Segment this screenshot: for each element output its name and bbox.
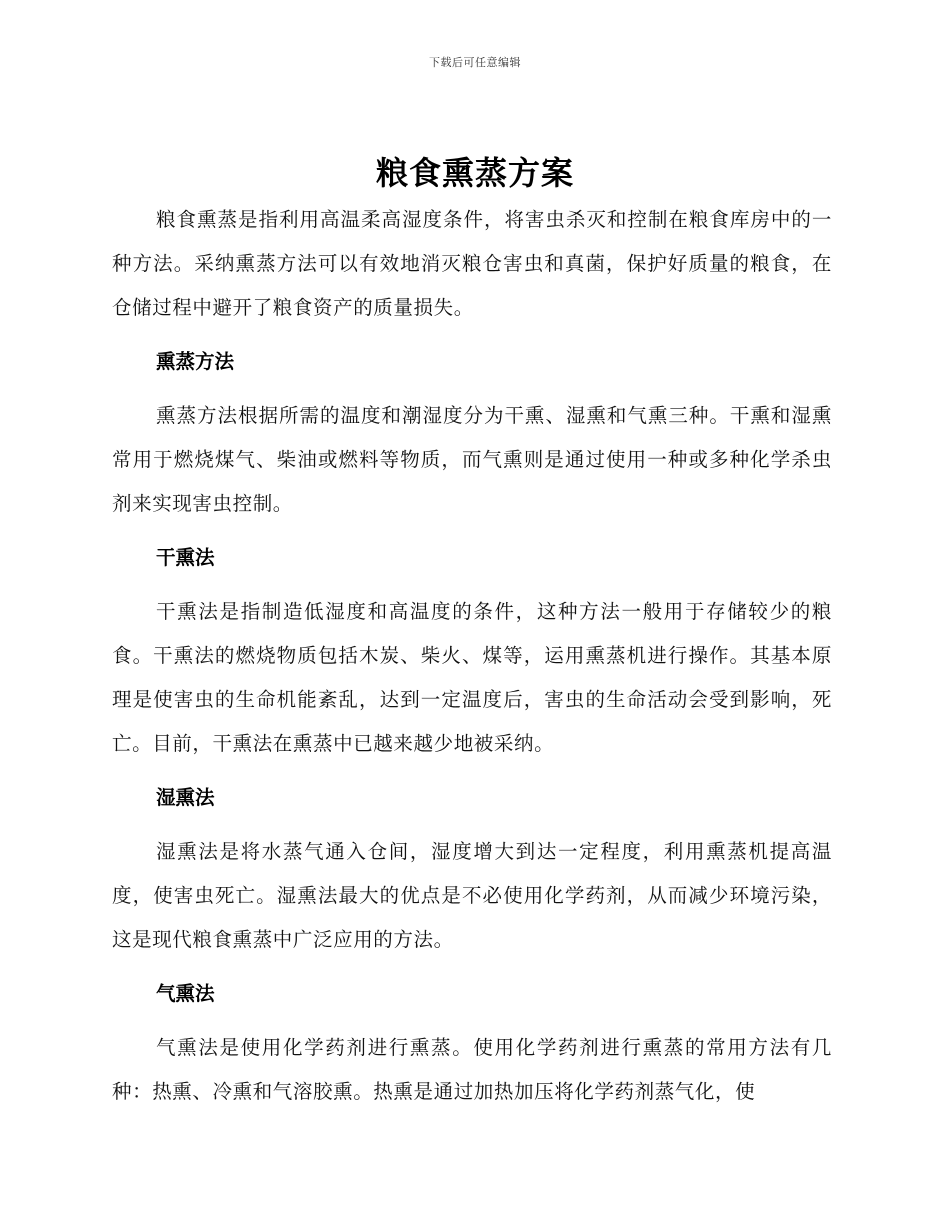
section-paragraph-dry-fumigation: 干熏法是指制造低湿度和高温度的条件，这种方法一般用于存储较少的粮食。干熏法的燃烧物质包括木炭、柴火、煤等，运用熏蒸机进行操作。其基本原理是使害虫的生命机能紊乱，达到一定温度后，害虫的生命活动会受到影响，死亡。目前，干熏法在熏蒸中已越来越少地被采纳。 (112, 600, 832, 755)
section-paragraph-wet-fumigation: 湿熏法是将水蒸气通入仓间，湿度增大到达一定程度，利用熏蒸机提高温度，使害虫死亡。湿熏法最大的优点是不必使用化学药剂，从而减少环境污染，这是现代粮食熏蒸中广泛应用的方法。 (112, 840, 832, 951)
section-heading-wet-fumigation: 湿熏法 (156, 786, 215, 809)
section-heading-dry-fumigation: 干熏法 (156, 546, 215, 569)
section-heading-fumigation-methods: 熏蒸方法 (156, 350, 235, 373)
intro-paragraph: 粮食熏蒸是指利用高温柔高湿度条件，将害虫杀灭和控制在粮食库房中的一种方法。采纳熏蒸方法可以有效地消灭粮仓害虫和真菌，保护好质量的粮食，在仓储过程中避开了粮食资产的质量损失。 (112, 208, 832, 319)
section-paragraph-fumigation-methods: 熏蒸方法根据所需的温度和潮湿度分为干熏、湿熏和气熏三种。干熏和湿熏常用于燃烧煤气、柴油或燃料等物质，而气熏则是通过使用一种或多种化学杀虫剂来实现害虫控制。 (112, 404, 832, 515)
header-note: 下载后可任意编辑 (429, 56, 521, 69)
section-heading-gas-fumigation: 气熏法 (156, 982, 215, 1005)
document-title: 粮食熏蒸方案 (375, 154, 574, 192)
section-paragraph-gas-fumigation: 气熏法是使用化学药剂进行熏蒸。使用化学药剂进行熏蒸的常用方法有几种：热熏、冷熏和气溶胶熏。热熏是通过加热加压将化学药剂蒸气化，使 (112, 1036, 832, 1103)
document-body (112, 198, 832, 1114)
